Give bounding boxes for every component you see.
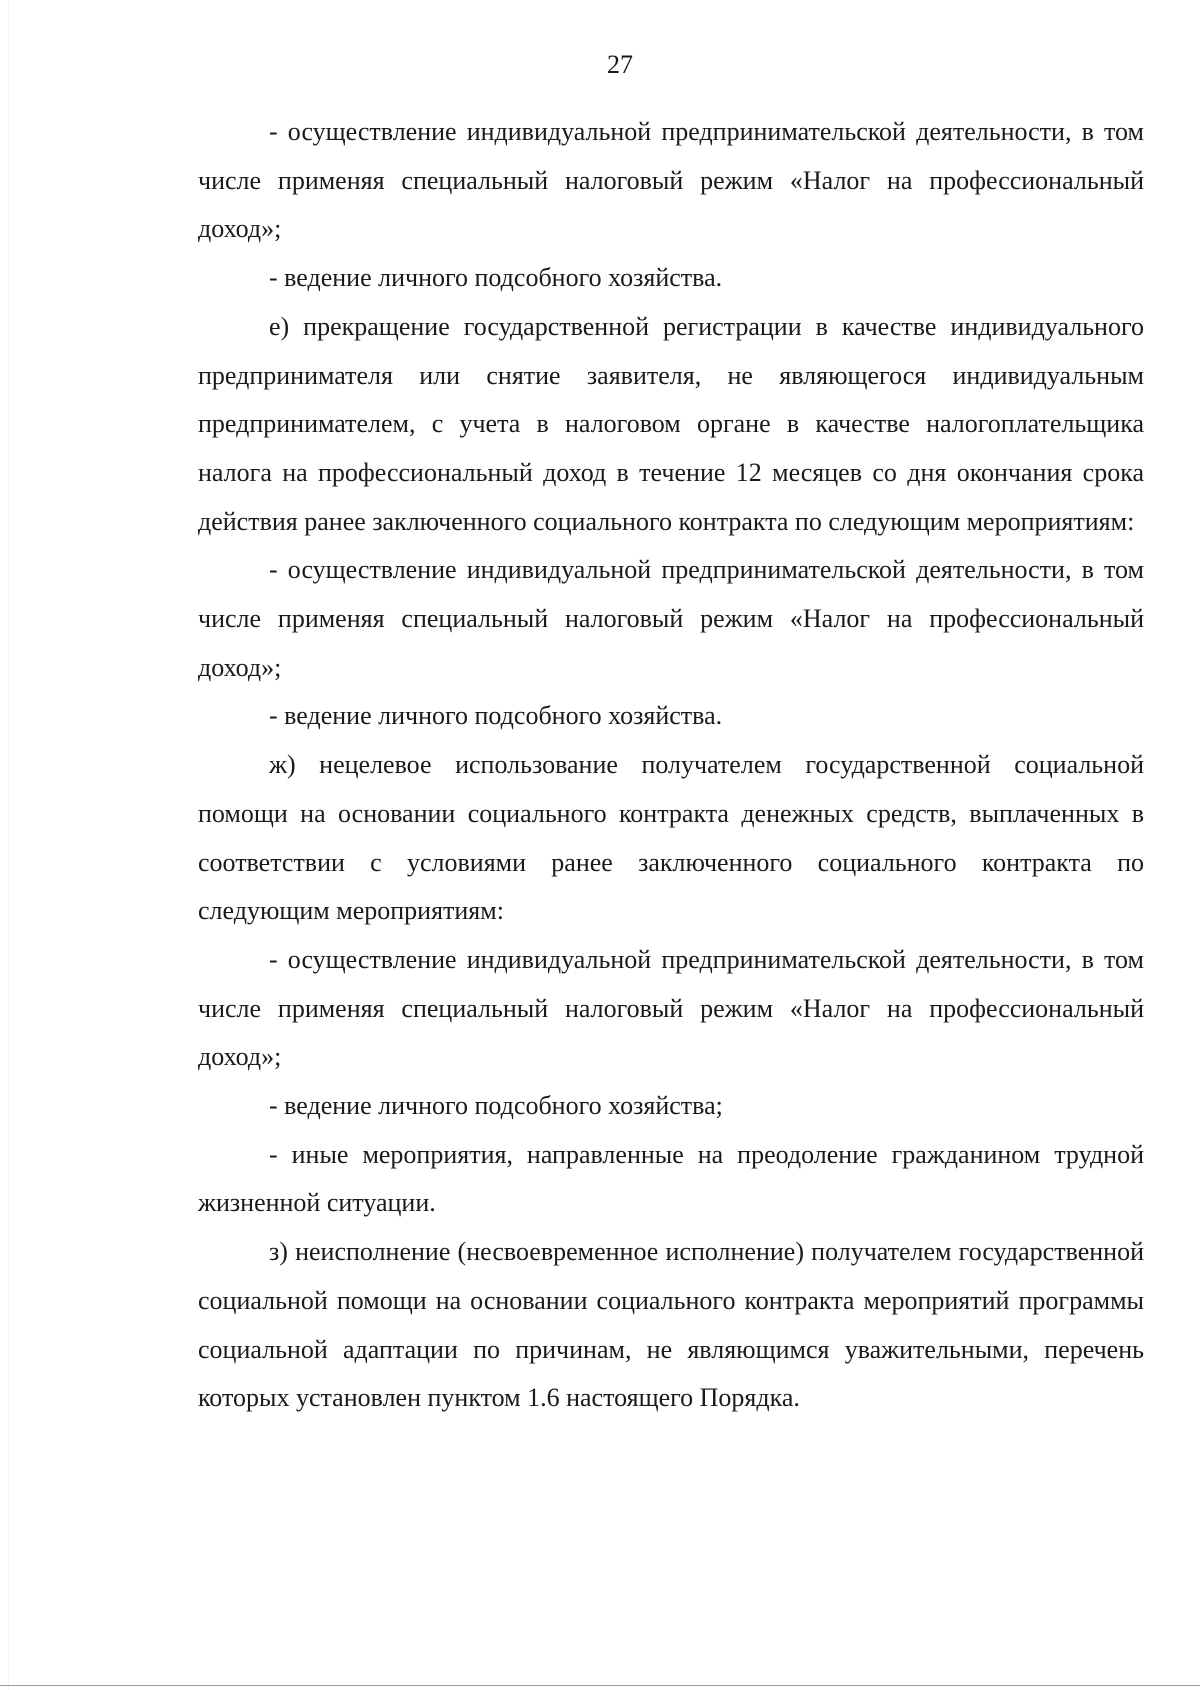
paragraph-3: е) прекращение государственной регистрации в качестве индивидуального предпринимателя или снятие заявителя, не являющегося индивидуальным предпринимателем, с учета в налоговом органе в качестве налогоплательщика налога на профессиональный доход в течение 12 месяцев со дня окончания срока действия ранее заключенного социального контракта по следующим мероприятиям: <box>198 311 1144 536</box>
paragraph-1: - осуществление индивидуальной предпринимательской деятельности, в том числе применяя специальный налоговый режим «Налог на профессиональный доход»; <box>198 117 1144 244</box>
paragraph-4: - осуществление индивидуальной предпринимательской деятельности, в том числе применяя специальный налоговый режим «Налог на профессиональный доход»; <box>198 555 1144 682</box>
body-text <box>198 108 1144 1423</box>
paragraph-5: - ведение личного подсобного хозяйства. <box>269 701 723 731</box>
scan-edge <box>8 0 9 1690</box>
paragraph-7: - осуществление индивидуальной предпринимательской деятельности, в том числе применяя специальный налоговый режим «Налог на профессиональный доход»; <box>198 944 1144 1072</box>
page-number: 27 <box>607 50 633 79</box>
paragraph-6: ж) нецелевое использование получателем государственной социальной помощи на основании социального контракта денежных средств, выплаченных в соответствии с условиями ранее заключенного социального контракта по следующим мероприятиям: <box>198 750 1144 926</box>
paragraph-10: з) неисполнение (несвоевременное исполнение) получателем государственной социальной помощи на основании социального контракта мероприятий программы социальной адаптации по причинам, не являющимся уважительными, перечень которых установлен пунктом 1.6 настоящего Порядка. <box>198 1237 1144 1413</box>
paragraph-9: - иные мероприятия, направленные на преодоление гражданином трудной жизненной ситуации. <box>198 1139 1144 1218</box>
paragraph-8: - ведение личного подсобного хозяйства; <box>269 1091 723 1121</box>
paragraph-2: - ведение личного подсобного хозяйства. <box>269 263 723 293</box>
bottom-border-line <box>0 1685 1200 1686</box>
